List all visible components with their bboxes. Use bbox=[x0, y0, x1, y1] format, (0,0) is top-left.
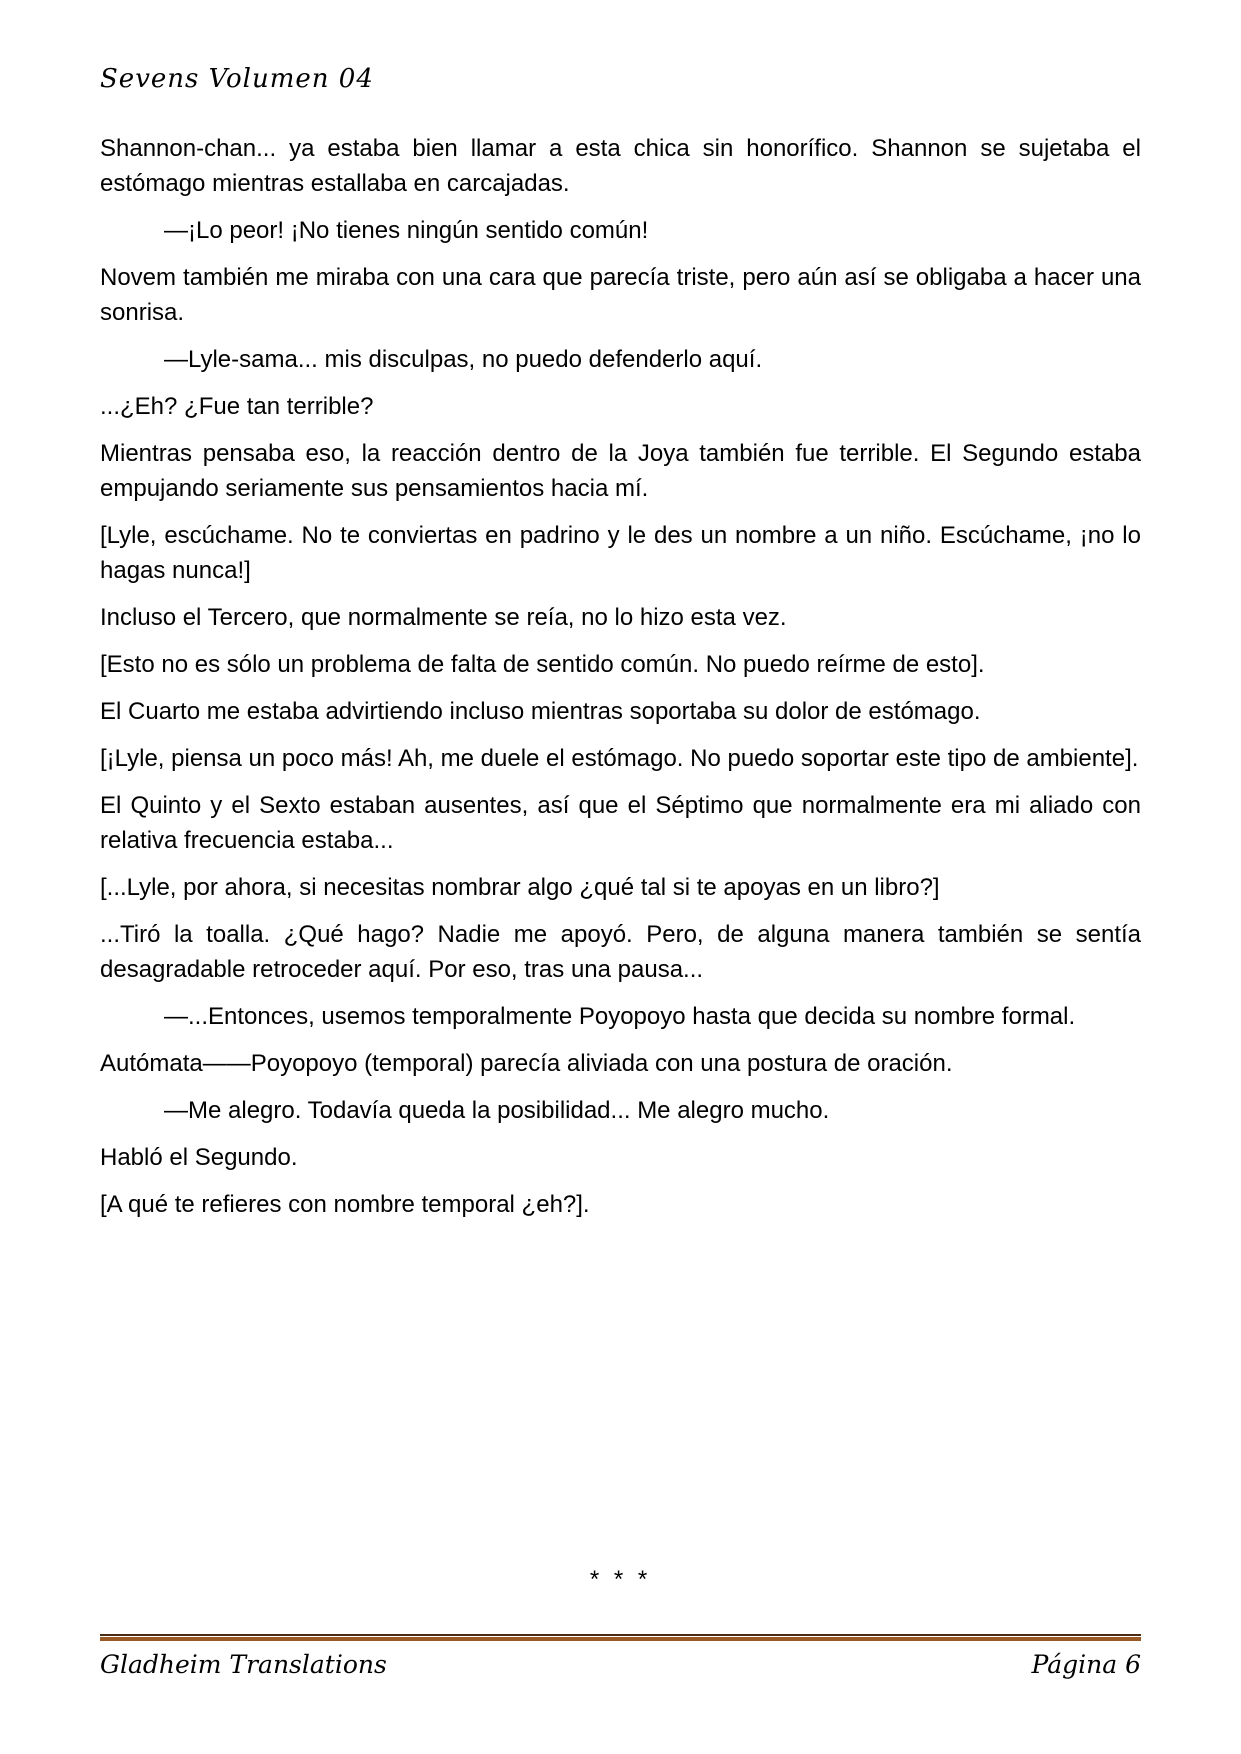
paragraph: —¡Lo peor! ¡No tienes ningún sentido común! bbox=[164, 217, 649, 244]
paragraph: —Lyle-sama... mis disculpas, no puedo defenderlo aquí. bbox=[164, 346, 763, 373]
paragraph: El Quinto y el Sexto estaban ausentes, así que el Séptimo que normalmente era mi aliado con relativa frecuencia estaba... bbox=[100, 792, 1141, 854]
paragraph: —...Entonces, usemos temporalmente Poyopoyo hasta que decida su nombre formal. bbox=[164, 1003, 1076, 1030]
paragraph: Novem también me miraba con una cara que parecía triste, pero aún así se obligaba a hacer una sonrisa. bbox=[100, 264, 1141, 326]
paragraph: Mientras pensaba eso, la reacción dentro de la Joya también fue terrible. El Segundo estaba empujando seriamente sus pensamientos hacia mí. bbox=[100, 440, 1141, 502]
paragraph: ...¿Eh? ¿Fue tan terrible? bbox=[100, 393, 374, 420]
paragraph: [¡Lyle, piensa un poco más! Ah, me duele el estómago. No puedo soportar este tipo de ambiente]. bbox=[100, 745, 1139, 772]
page-header bbox=[100, 64, 1141, 94]
footer-translator-name: Gladheim Translations bbox=[100, 1650, 387, 1679]
paragraph: Habló el Segundo. bbox=[100, 1144, 298, 1171]
header-title: Sevens Volumen 04 bbox=[100, 64, 374, 94]
section-separator: * * * bbox=[589, 1566, 652, 1593]
footer-row bbox=[100, 1650, 1141, 1679]
footer-page-number: Página 6 bbox=[1031, 1650, 1141, 1679]
paragraph: El Cuarto me estaba advirtiendo incluso mientras soportaba su dolor de estómago. bbox=[100, 698, 981, 725]
paragraph: [A qué te refieres con nombre temporal ¿eh?]. bbox=[100, 1191, 590, 1218]
paragraph: Autómata——Poyopoyo (temporal) parecía aliviada con una postura de oración. bbox=[100, 1050, 953, 1077]
page-footer bbox=[100, 1634, 1141, 1679]
paragraph: Incluso el Tercero, que normalmente se reía, no lo hizo esta vez. bbox=[100, 604, 787, 631]
paragraph: [Lyle, escúchame. No te conviertas en padrino y le des un nombre a un niño. Escúchame, ¡no lo hagas nunca!] bbox=[100, 522, 1141, 584]
paragraph: [Esto no es sólo un problema de falta de sentido común. No puedo reírme de esto]. bbox=[100, 651, 985, 678]
paragraph: Shannon-chan... ya estaba bien llamar a esta chica sin honorífico. Shannon se sujetaba el estómago mientras estallaba en carcajadas. bbox=[100, 135, 1141, 197]
paragraph: —Me alegro. Todavía queda la posibilidad... Me alegro mucho. bbox=[164, 1097, 830, 1124]
document-body bbox=[100, 131, 1141, 1234]
paragraph: ...Tiró la toalla. ¿Qué hago? Nadie me apoyó. Pero, de alguna manera también se sentía desagradable retroceder aquí. Por eso, tras una pausa... bbox=[100, 921, 1141, 983]
paragraph: [...Lyle, por ahora, si necesitas nombrar algo ¿qué tal si te apoyas en un libro?] bbox=[100, 874, 940, 901]
footer-rule-brown bbox=[100, 1637, 1141, 1641]
